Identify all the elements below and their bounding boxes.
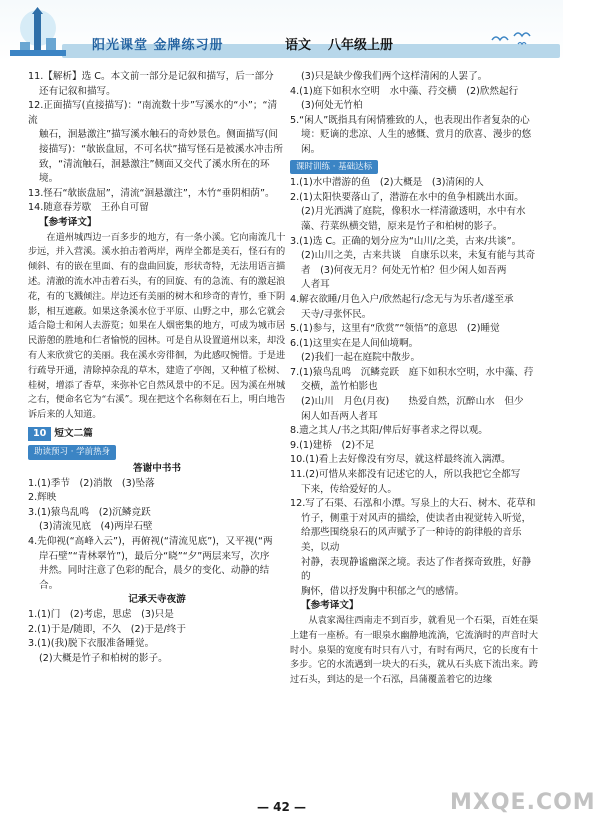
lighthouse-logo-icon <box>8 4 68 58</box>
c7-line4: 闲人如吾两人者耳 <box>301 410 378 422</box>
a4: 4.先仰视(“高峰入云”)，再俯视(“清流见底”)，又平视(“两 <box>28 536 273 548</box>
preview-badge: 助读预习 · 学前热身 <box>28 445 116 460</box>
c7-line3: (2)山川 月色(月夜) 热爱自然，沉醉山水 但少 <box>301 396 524 408</box>
c12-line4: 衬静，表现静谧幽深之境。表达了作者探奇致胜，好静的 <box>301 556 532 583</box>
c2: 2.(1)太阳快要落山了，潜游在水中的鱼争相跳出水面。 <box>290 191 524 203</box>
r4-cont: (3)何处无竹柏 <box>301 100 363 112</box>
c12: 12.写了石渠、石泓和小潭。写泉上的大石、树木、花草和 <box>290 498 536 510</box>
a2: 2.辉映 <box>28 492 57 504</box>
header-title: 阳光课堂 金牌练习册 <box>92 38 224 53</box>
section-title: 短文二篇 <box>54 427 93 439</box>
c7: 7.(1)猿鸟乱鸣 沉鳞竞跃 庭下如积水空明，水中藻、荇 <box>290 366 534 378</box>
c2-line3: 藻、荇菜纵横交错，原来是竹子和柏树的影子。 <box>301 220 503 232</box>
left-column <box>28 70 286 666</box>
r4: 4.(1)庭下如积水空明 水中藻、荇交横 (2)欣然起行 <box>290 85 519 97</box>
reference-translation-2-text: 从袁家渴往西南走不到百步，就看见一个石渠，百姓在渠上建有一座桥。有一眼泉水幽静地流淌，它流淌时的声音时大时小。泉渠的宽度有时只有八寸，有时有两尺，它的长度有十多步。它的水流遇到一块大的石头，就从石头底下流出来。跨过石头，到达的是一个石泓，昌蒲覆盖着它的边缘 <box>290 614 539 686</box>
c10: 10.(1)看上去好像没有穷尽，就这样最终流入漓潭。 <box>290 454 511 466</box>
a4-line2: 岸石壁”“青林翠竹”)，最后分“晓”“夕”两层来写，次序 <box>39 550 270 562</box>
c12-line3: 给那些围绕泉石的风声赋予了一种诗的韵律般的音乐美，以动 <box>301 527 522 553</box>
reference-translation <box>28 231 286 423</box>
page-header <box>0 0 563 62</box>
a1: 1.(1)季节 (2)消散 (3)坠落 <box>28 477 155 489</box>
r5: 5.“闲人”既指具有闲情雅致的人，也表现出作者复杂的心 <box>290 114 530 126</box>
right-column <box>290 70 540 688</box>
birds-icon <box>488 28 536 48</box>
c2-line2: (2)月光洒满了庭院，像积水一样清澈透明，水中有水 <box>301 206 526 218</box>
a3-cont: (3)清流见底 (4)两岸石壁 <box>39 521 153 533</box>
c11: 11.(2)可惜从来都没有记述它的人，所以我把它全都写 <box>290 469 521 481</box>
c3: 3.(1)选 C。正确的划分应为“山川/之美，古来/共谈”。 <box>290 235 522 247</box>
practice-badge: 课时训练 · 基础达标 <box>290 160 378 175</box>
answer-12-line2: 触石，洄悬激注”描写溪水触石的奇妙景色。侧面描写(间 <box>39 129 278 141</box>
r1: (3)只是缺少像我们两个这样清闲的人罢了。 <box>301 71 488 82</box>
answer-12-line3: 接描写)：“欹嵌盘屈，不可名状”描写怪石是被溪水冲击所 <box>39 143 283 155</box>
c11-cont: 下来，传给爱好的人。 <box>301 483 397 495</box>
answer-11-cont: 还有记叙和描写。 <box>39 85 116 97</box>
reference-translation-2-title: 【参考译文】 <box>301 600 359 612</box>
subheading-2: 记承天寺夜游 <box>128 594 186 606</box>
a4-line3: 井然。同时注意了色彩的配合，晨夕的变化、动静的结 <box>39 565 270 577</box>
a4-line4: 合。 <box>39 579 59 591</box>
c8: 8.遗之其人/书之其阳/俾后好事者求之得以观。 <box>290 425 488 437</box>
reference-translation-2 <box>290 614 540 688</box>
c6-cont: (2)我们一起在庭院中散步。 <box>301 352 421 364</box>
c3-line3: 者 (3)何夜无月？何处无竹柏？但少闲人如吾两 <box>301 264 507 276</box>
b3: 3.(1)(我)脱下衣服准备睡觉。 <box>28 638 155 650</box>
r5-cont: 境：贬谪的悲凉、人生的感慨、赏月的欣喜、漫步的悠闲。 <box>301 129 532 155</box>
c12-line5: 胸怀，借以抒发胸中积郁之气的感情。 <box>301 585 465 597</box>
c9: 9.(1)建桥 (2)不足 <box>290 439 375 451</box>
watermark: MXQE.COM <box>450 790 596 815</box>
c4-cont: 天寺/寻张怀民。 <box>301 308 372 320</box>
answer-13: 13.怪石“欹嵌盘屈”，清流“洄悬激注”，木竹“垂阴相荫”。 <box>28 187 275 199</box>
subheading-1: 答谢中书书 <box>133 463 181 475</box>
c6: 6.(1)这里实在是人间仙境啊。 <box>290 337 419 349</box>
reference-translation-title: 【参考译文】 <box>39 216 97 228</box>
answer-12: 12.正面描写(直接描写)：“南流数十步”写溪水的“小”；“清流 <box>28 100 278 126</box>
c3-line2: (2)山川之美，古来共谈 自康乐以来，未复有能与其奇 <box>301 250 536 262</box>
answer-14: 14.随意春芳歇 王孙自可留 <box>28 202 149 214</box>
a3: 3.(1)猿鸟乱鸣 (2)沉鳞竞跃 <box>28 506 151 518</box>
b2: 2.(1)于是/随即，不久 (2)于是/终于 <box>28 623 186 635</box>
section-heading <box>28 427 93 442</box>
b1: 1.(1)门 (2)考虑，思虑 (3)只是 <box>28 609 174 621</box>
c1: 1.(1)水中潜游的鱼 (2)大概是 (3)清闲的人 <box>290 177 484 189</box>
header-subject: 语文 <box>285 38 312 53</box>
c7-line2: 交横，盖竹柏影也 <box>301 381 378 393</box>
c4: 4.解衣欲睡/月色入户/欣然起行/念无与为乐者/遂至承 <box>290 293 514 305</box>
c3-line4: 人者耳 <box>301 279 330 291</box>
answer-11: 11.【解析】选 C。本文前一部分是记叙和描写，后一部分 <box>28 71 274 82</box>
reference-translation-text: 在道州城西边一百多步的地方，有一条小溪。它向南流几十步远，并入营溪。溪水拍击着两岸，两岸全都是美石，怪石有的倾斜、有的嵌在里面、有的盘曲回旋，形状奇特，无法用语言描述。清澈的流水冲击着石头，有的回旋、有的急流、有的激起浪花，有的飞溅倾注。岸边还有美丽的树木和珍奇的青竹，垂下阴影，相互遮蔽。如果这条溪水位于平原、山野之中，那么它就会适合隐士和闲人去游览；如果在人烟密集的地方，可成为城市居民游憩的胜地和仁者愉悦的园林。可是自从设置道州以来，却没有人来欣赏它的美丽。我在溪水旁徘徊，为此感叹惋惜。于是进行疏导开通，清除掉杂乱的草木，建造了亭阁，又种植了松树、桂树，增添了香草，来弥补它自然风景中的不足。因为溪在州城之右，便命名它为“右溪”。现在把这个名称刻在石上，明白地告诉后来的人知道。 <box>28 231 286 421</box>
page-number: — 42 — <box>256 800 307 814</box>
header-grade: 八年级上册 <box>328 38 394 53</box>
b3-cont: (2)大概是竹子和柏树的影子。 <box>39 652 168 664</box>
c5: 5.(1)参与，这里有“欣赏”“领悟”的意思 (2)睡觉 <box>290 323 500 335</box>
c12-line2: 竹子，侧重于对风声的描绘，使读者由视觉转入听觉， <box>301 512 532 524</box>
section-number: 10 <box>28 427 51 442</box>
answer-12-line4: 致，“清流触石，洄悬激注”侧面又交代了溪水所在的环境。 <box>39 158 270 185</box>
